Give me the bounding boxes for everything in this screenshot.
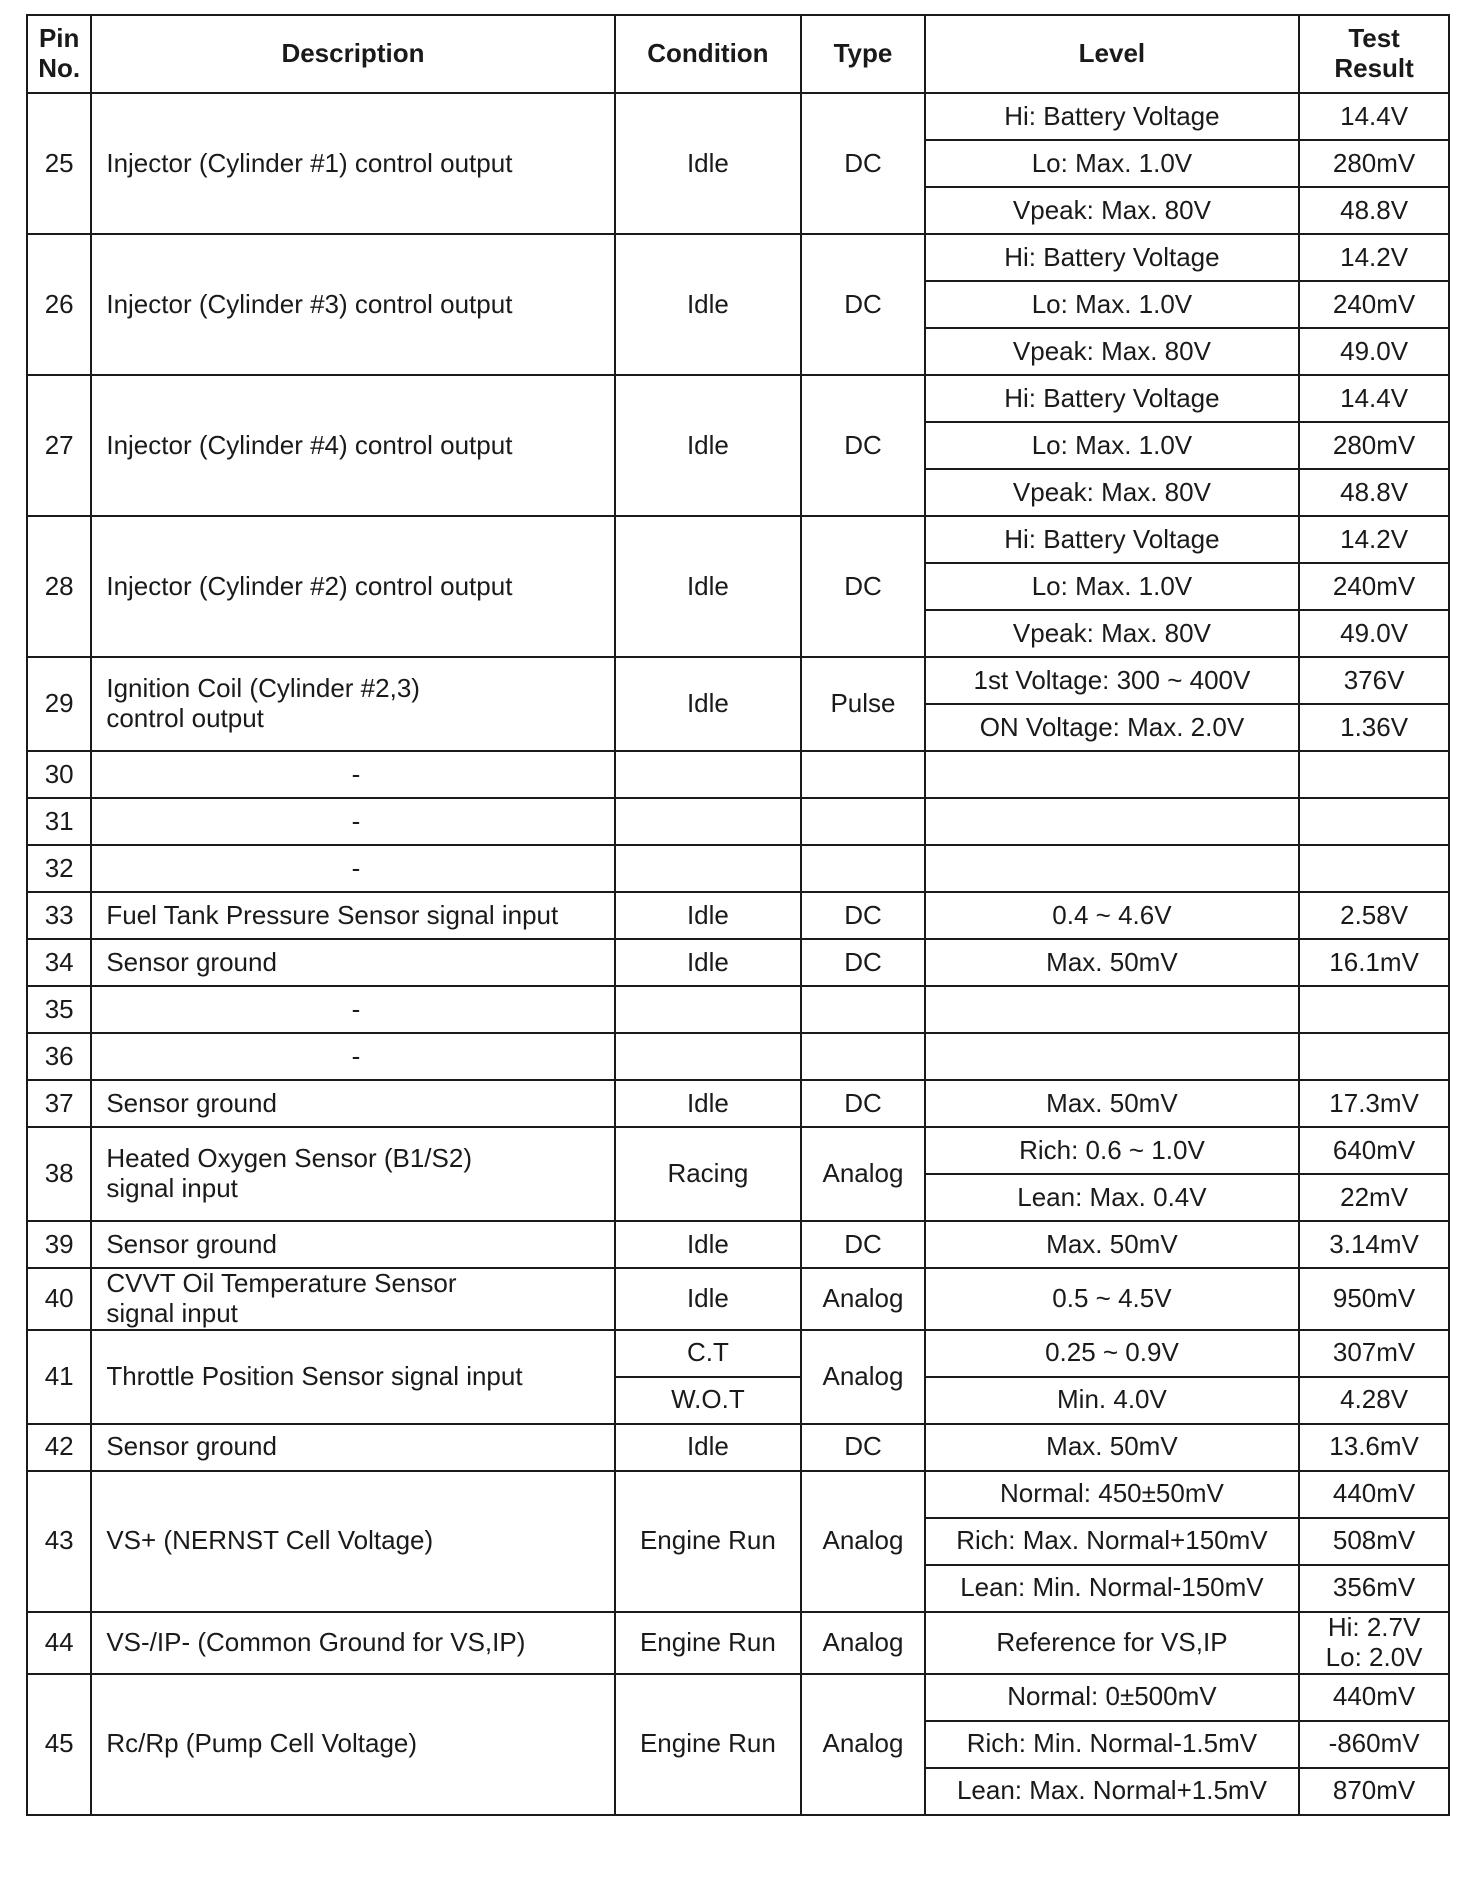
test-result-cell [1299, 657, 1449, 704]
table-row [27, 1268, 1449, 1330]
level-cell: Lean: Max. Normal+1.5mV [925, 1768, 1299, 1815]
condition-cell [615, 986, 802, 1033]
test-result-line: -860mV [1328, 1728, 1420, 1759]
level-cell: Hi: Battery Voltage [925, 375, 1299, 422]
test-result-cell [1299, 140, 1449, 187]
description-line: signal input [106, 1173, 238, 1203]
header-level: Level [925, 15, 1299, 93]
level-cell: Max. 50mV [925, 1080, 1299, 1127]
pin-number-cell: 44 [27, 1612, 91, 1674]
test-result-line: 280mV [1332, 429, 1416, 460]
level-cell: Vpeak: Max. 80V [925, 328, 1299, 375]
condition-cell: C.T [615, 1330, 802, 1377]
condition-cell [615, 845, 802, 892]
table-row [27, 798, 1449, 845]
description-line: Fuel Tank Pressure Sensor signal input [106, 899, 559, 930]
type-cell: Analog [801, 1471, 924, 1612]
test-result-cell [1299, 1080, 1449, 1127]
description-line: Ignition Coil (Cylinder #2,3) [106, 673, 420, 704]
table-row [27, 1033, 1449, 1080]
table-row [27, 1080, 1449, 1127]
test-result-cell [1299, 986, 1449, 1033]
test-result-line: 440mV [1332, 1478, 1416, 1509]
description-cell [91, 657, 614, 751]
test-result-line: 49.0V [1340, 335, 1409, 366]
condition-cell: Racing [615, 1127, 802, 1221]
condition-cell: Idle [615, 939, 802, 986]
condition-cell [615, 798, 802, 845]
condition-cell: Idle [615, 1424, 802, 1471]
header-row [27, 15, 1449, 93]
condition-cell: Idle [615, 234, 802, 375]
description-cell [91, 1221, 614, 1268]
header-type: Type [801, 15, 924, 93]
test-result-line: 1.36V [1340, 711, 1409, 742]
test-result-cell [1299, 1612, 1449, 1674]
condition-cell [615, 1033, 802, 1080]
condition-cell: Idle [615, 1221, 802, 1268]
type-cell: DC [801, 516, 924, 657]
description-line: Injector (Cylinder #4) control output [106, 429, 513, 460]
type-cell: DC [801, 1221, 924, 1268]
table-row [27, 375, 1449, 422]
level-cell: 0.4 ~ 4.6V [925, 892, 1299, 939]
level-cell: Vpeak: Max. 80V [925, 187, 1299, 234]
test-result-cell [1299, 1268, 1449, 1330]
test-result-line: 870mV [1332, 1775, 1416, 1806]
table-row [27, 234, 1449, 281]
test-result-line: 14.4V [1340, 100, 1409, 131]
table-row [27, 1612, 1449, 1674]
test-result-line: 4.28V [1340, 1384, 1409, 1415]
condition-cell: Idle [615, 892, 802, 939]
header-pin-no: Pin No. [27, 15, 91, 93]
description-cell [91, 1674, 614, 1815]
description-line: - [351, 993, 361, 1024]
level-cell: Lo: Max. 1.0V [925, 563, 1299, 610]
test-result-line: 240mV [1332, 288, 1416, 319]
pin-number-cell: 38 [27, 1127, 91, 1221]
description-cell [91, 1471, 614, 1612]
table-row [27, 1127, 1449, 1174]
pin-number-cell: 28 [27, 516, 91, 657]
test-result-line: 640mV [1332, 1134, 1416, 1165]
table-row [27, 657, 1449, 704]
table-row [27, 1330, 1449, 1377]
test-result-line: 14.2V [1340, 241, 1409, 272]
type-cell: DC [801, 939, 924, 986]
test-result-cell [1299, 375, 1449, 422]
level-cell: Normal: 450±50mV [925, 1471, 1299, 1518]
description-cell [91, 1080, 614, 1127]
test-result-cell [1299, 798, 1449, 845]
level-cell: Max. 50mV [925, 939, 1299, 986]
table-row [27, 1221, 1449, 1268]
test-result-cell [1299, 845, 1449, 892]
type-cell: DC [801, 892, 924, 939]
level-cell [925, 845, 1299, 892]
pin-number-cell: 31 [27, 798, 91, 845]
description-line: Sensor ground [106, 946, 277, 977]
table-row [27, 1674, 1449, 1721]
description-line: Sensor ground [106, 1228, 277, 1259]
test-result-line: 508mV [1332, 1525, 1416, 1556]
description-cell [91, 93, 614, 234]
level-cell: 0.25 ~ 0.9V [925, 1330, 1299, 1377]
test-result-line: 376V [1343, 664, 1405, 695]
description-cell [91, 516, 614, 657]
header-description: Description [91, 15, 614, 93]
test-result-line: Hi: 2.7V [1327, 1611, 1421, 1642]
test-result-cell [1299, 1174, 1449, 1221]
test-result-line: 2.58V [1340, 899, 1409, 930]
type-cell: Pulse [801, 657, 924, 751]
description-line: VS+ (NERNST Cell Voltage) [106, 1525, 434, 1556]
type-cell: Analog [801, 1330, 924, 1424]
pin-number-cell: 39 [27, 1221, 91, 1268]
type-cell [801, 986, 924, 1033]
description-line: VS-/IP- (Common Ground for VS,IP) [106, 1626, 526, 1657]
level-cell: Rich: 0.6 ~ 1.0V [925, 1127, 1299, 1174]
pin-number-cell: 41 [27, 1330, 91, 1424]
description-line: - [351, 805, 361, 836]
pin-number-cell: 29 [27, 657, 91, 751]
table-row [27, 986, 1449, 1033]
test-result-line: 3.14mV [1329, 1228, 1419, 1259]
description-cell [91, 986, 614, 1033]
table-row [27, 892, 1449, 939]
condition-cell: Idle [615, 657, 802, 751]
type-cell: Analog [801, 1612, 924, 1674]
test-result-cell [1299, 1471, 1449, 1518]
description-line: Injector (Cylinder #2) control output [106, 570, 513, 601]
condition-cell: W.O.T [615, 1377, 802, 1424]
test-result-cell [1299, 234, 1449, 281]
level-cell: Max. 50mV [925, 1424, 1299, 1471]
test-result-line: 14.2V [1340, 523, 1409, 554]
pin-number-cell: 25 [27, 93, 91, 234]
level-cell: Normal: 0±500mV [925, 1674, 1299, 1721]
level-cell [925, 751, 1299, 798]
table-row [27, 845, 1449, 892]
description-cell [91, 939, 614, 986]
level-cell: Vpeak: Max. 80V [925, 469, 1299, 516]
test-result-cell [1299, 892, 1449, 939]
level-cell: 1st Voltage: 300 ~ 400V [925, 657, 1299, 704]
test-result-line: 48.8V [1340, 476, 1409, 507]
test-result-cell [1299, 1565, 1449, 1612]
description-cell [91, 1612, 614, 1674]
level-cell: Hi: Battery Voltage [925, 516, 1299, 563]
condition-cell: Idle [615, 375, 802, 516]
level-cell: ON Voltage: Max. 2.0V [925, 704, 1299, 751]
description-line: Injector (Cylinder #1) control output [106, 147, 513, 178]
test-result-line: 17.3mV [1329, 1087, 1419, 1118]
header-condition: Condition [615, 15, 802, 93]
test-result-cell [1299, 1127, 1449, 1174]
test-result-line: 356mV [1332, 1572, 1416, 1603]
pin-number-cell: 40 [27, 1268, 91, 1330]
table-row [27, 93, 1449, 140]
test-result-cell [1299, 93, 1449, 140]
level-cell [925, 798, 1299, 845]
test-result-line: 14.4V [1340, 382, 1409, 413]
description-line: Injector (Cylinder #3) control output [106, 288, 513, 319]
description-line: control output [106, 703, 264, 733]
test-result-line: 22mV [1340, 1181, 1409, 1212]
level-cell: Rich: Min. Normal-1.5mV [925, 1721, 1299, 1768]
level-cell: Min. 4.0V [925, 1377, 1299, 1424]
table-row [27, 939, 1449, 986]
test-result-cell [1299, 610, 1449, 657]
description-line: - [351, 852, 361, 883]
test-result-cell [1299, 1768, 1449, 1815]
test-result-cell [1299, 1674, 1449, 1721]
pin-number-cell: 27 [27, 375, 91, 516]
pin-number-cell: 35 [27, 986, 91, 1033]
test-result-cell [1299, 187, 1449, 234]
pin-test-document [26, 14, 1450, 1816]
description-cell [91, 1268, 614, 1330]
description-cell [91, 845, 614, 892]
description-cell [91, 798, 614, 845]
type-cell: DC [801, 234, 924, 375]
description-line: - [351, 1040, 361, 1071]
test-result-cell [1299, 281, 1449, 328]
type-cell: Analog [801, 1127, 924, 1221]
condition-cell: Engine Run [615, 1674, 802, 1815]
description-line: signal input [106, 1297, 238, 1328]
pin-number-cell: 37 [27, 1080, 91, 1127]
test-result-cell [1299, 516, 1449, 563]
test-result-line: 13.6mV [1329, 1431, 1419, 1462]
condition-cell: Engine Run [615, 1612, 802, 1674]
test-result-line: 16.1mV [1329, 946, 1419, 977]
description-cell [91, 375, 614, 516]
description-cell [91, 234, 614, 375]
pin-number-cell: 30 [27, 751, 91, 798]
type-cell: DC [801, 375, 924, 516]
type-cell: Analog [801, 1268, 924, 1330]
test-result-cell [1299, 1033, 1449, 1080]
level-cell [925, 1033, 1299, 1080]
type-cell [801, 1033, 924, 1080]
level-cell: Lean: Max. 0.4V [925, 1174, 1299, 1221]
condition-cell: Engine Run [615, 1471, 802, 1612]
pin-number-cell: 45 [27, 1674, 91, 1815]
test-result-line: 950mV [1332, 1282, 1416, 1313]
test-result-line: 240mV [1332, 570, 1416, 601]
description-cell [91, 751, 614, 798]
condition-cell: Idle [615, 93, 802, 234]
test-result-cell [1299, 1424, 1449, 1471]
level-cell: Lo: Max. 1.0V [925, 140, 1299, 187]
condition-cell [615, 751, 802, 798]
test-result-cell [1299, 328, 1449, 375]
pin-number-cell: 42 [27, 1424, 91, 1471]
condition-cell: Idle [615, 1080, 802, 1127]
description-line: Sensor ground [106, 1087, 277, 1118]
level-cell: Vpeak: Max. 80V [925, 610, 1299, 657]
test-result-cell [1299, 422, 1449, 469]
test-result-cell [1299, 1221, 1449, 1268]
level-cell: Rich: Max. Normal+150mV [925, 1518, 1299, 1565]
test-result-line: Lo: 2.0V [1325, 1641, 1423, 1672]
test-result-cell [1299, 1377, 1449, 1424]
test-result-line: 440mV [1332, 1681, 1416, 1712]
pin-number-cell: 33 [27, 892, 91, 939]
header-test-result: Test Result [1299, 15, 1449, 93]
description-cell [91, 1330, 614, 1424]
test-result-cell [1299, 469, 1449, 516]
test-result-cell [1299, 1721, 1449, 1768]
level-cell: Hi: Battery Voltage [925, 93, 1299, 140]
table-row [27, 751, 1449, 798]
type-cell: Analog [801, 1674, 924, 1815]
description-cell [91, 1424, 614, 1471]
type-cell: DC [801, 93, 924, 234]
level-cell: Hi: Battery Voltage [925, 234, 1299, 281]
test-result-cell [1299, 1518, 1449, 1565]
pin-number-cell: 32 [27, 845, 91, 892]
type-cell: DC [801, 1080, 924, 1127]
test-result-cell [1299, 704, 1449, 751]
test-result-line: 49.0V [1340, 617, 1409, 648]
level-cell: Lean: Min. Normal-150mV [925, 1565, 1299, 1612]
table-body [27, 93, 1449, 1815]
level-cell: Lo: Max. 1.0V [925, 422, 1299, 469]
level-cell [925, 986, 1299, 1033]
type-cell [801, 798, 924, 845]
description-line: Sensor ground [106, 1431, 277, 1462]
level-cell: 0.5 ~ 4.5V [925, 1268, 1299, 1330]
description-cell [91, 1127, 614, 1221]
description-line: - [351, 758, 361, 789]
level-cell: Reference for VS,IP [925, 1612, 1299, 1674]
condition-cell: Idle [615, 516, 802, 657]
pin-number-cell: 36 [27, 1033, 91, 1080]
test-result-cell [1299, 751, 1449, 798]
level-cell: Lo: Max. 1.0V [925, 281, 1299, 328]
description-cell [91, 892, 614, 939]
table-row [27, 1424, 1449, 1471]
test-result-cell [1299, 563, 1449, 610]
level-cell: Max. 50mV [925, 1221, 1299, 1268]
condition-cell: Idle [615, 1268, 802, 1330]
test-result-line: 48.8V [1340, 194, 1409, 225]
description-cell [91, 1033, 614, 1080]
type-cell [801, 751, 924, 798]
table-row [27, 1471, 1449, 1518]
pin-number-cell: 34 [27, 939, 91, 986]
pin-number-cell: 26 [27, 234, 91, 375]
test-result-cell [1299, 1330, 1449, 1377]
description-line: CVVT Oil Temperature Sensor [106, 1268, 457, 1298]
test-result-line: 307mV [1332, 1337, 1416, 1368]
pin-test-table [26, 14, 1450, 1816]
pin-number-cell: 43 [27, 1471, 91, 1612]
description-line: Heated Oxygen Sensor (B1/S2) [106, 1143, 472, 1174]
test-result-line: 280mV [1332, 147, 1416, 178]
type-cell: DC [801, 1424, 924, 1471]
table-row [27, 516, 1449, 563]
type-cell [801, 845, 924, 892]
test-result-cell [1299, 939, 1449, 986]
description-line: Rc/Rp (Pump Cell Voltage) [106, 1728, 418, 1759]
description-line: Throttle Position Sensor signal input [106, 1360, 523, 1391]
